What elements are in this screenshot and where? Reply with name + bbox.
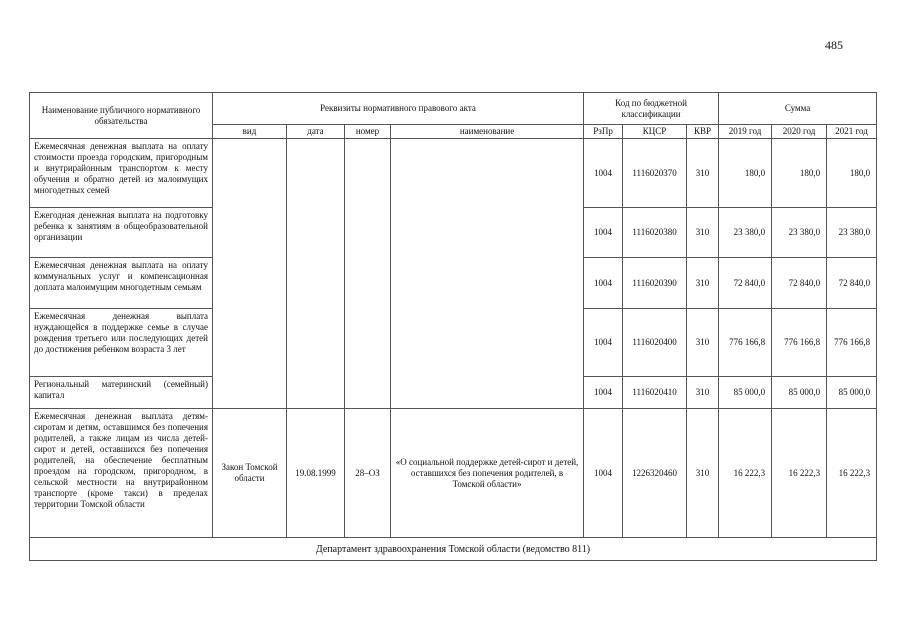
kvr-cell: 310 xyxy=(687,258,719,309)
header-act-number: номер xyxy=(345,125,391,139)
header-act: Реквизиты нормативного правового акта xyxy=(213,93,584,125)
act-number-cell: 28–ОЗ xyxy=(345,409,391,538)
header-name: Наименование публичного нормативного обязательства xyxy=(30,93,213,139)
sum-2020-cell: 72 840,0 xyxy=(772,258,827,309)
sum-2019-cell: 180,0 xyxy=(719,139,772,208)
sum-2020-cell: 23 380,0 xyxy=(772,208,827,258)
table-row xyxy=(30,409,877,538)
header-2020: 2020 год xyxy=(772,125,827,139)
section-title: Департамент здравоохранения Томской области (ведомство 811) xyxy=(30,538,877,561)
sum-2021-cell: 85 000,0 xyxy=(827,377,877,409)
header-kcsr: КЦСР xyxy=(623,125,687,139)
header-act-title: наименование xyxy=(391,125,584,139)
header-act-date: дата xyxy=(287,125,345,139)
act-vid-cell: Закон Томской области xyxy=(213,409,287,538)
kvr-cell: 310 xyxy=(687,139,719,208)
page-number: 485 xyxy=(825,38,843,52)
header-2019: 2019 год xyxy=(719,125,772,139)
act-date-cell: 19.08.1999 xyxy=(287,409,345,538)
kcsr-cell: 1116020400 xyxy=(623,309,687,377)
kvr-cell: 310 xyxy=(687,409,719,538)
section-header-row xyxy=(30,538,877,561)
sum-2019-cell: 776 166,8 xyxy=(719,309,772,377)
act-number-cell xyxy=(345,139,391,409)
kcsr-cell: 1116020370 xyxy=(623,139,687,208)
obligation-name: Ежемесячная денежная выплата нуждающейся в поддержке семье в случае рождения третьего или последующих детей до достижения ребенком возраста 3 лет xyxy=(30,309,213,377)
act-title-cell: «О социальной поддержке детей-сирот и детей, оставшихся без попечения родителей, в Томской области» xyxy=(391,409,584,538)
act-date-cell xyxy=(287,139,345,409)
obligation-name: Ежемесячная денежная выплата на оплату коммунальных услуг и компенсационная доплата малоимущим многодетным семьям xyxy=(30,258,213,309)
act-vid-cell xyxy=(213,139,287,409)
kcsr-cell: 1116020380 xyxy=(623,208,687,258)
sum-2020-cell: 776 166,8 xyxy=(772,309,827,377)
sum-2019-cell: 72 840,0 xyxy=(719,258,772,309)
header-kvr: КВР xyxy=(687,125,719,139)
sum-2020-cell: 16 222,3 xyxy=(772,409,827,538)
header-sum: Сумма xyxy=(719,93,877,125)
sum-2021-cell: 23 380,0 xyxy=(827,208,877,258)
sum-2019-cell: 16 222,3 xyxy=(719,409,772,538)
header-2021: 2021 год xyxy=(827,125,877,139)
sum-2020-cell: 180,0 xyxy=(772,139,827,208)
sum-2021-cell: 72 840,0 xyxy=(827,258,877,309)
kvr-cell: 310 xyxy=(687,309,719,377)
sum-2021-cell: 776 166,8 xyxy=(827,309,877,377)
rzpr-cell: 1004 xyxy=(584,139,623,208)
obligation-name: Ежегодная денежная выплата на подготовку ребенка к занятиям в общеобразовательной организации xyxy=(30,208,213,258)
act-title-cell xyxy=(391,139,584,409)
rzpr-cell: 1004 xyxy=(584,258,623,309)
kvr-cell: 310 xyxy=(687,208,719,258)
sum-2019-cell: 23 380,0 xyxy=(719,208,772,258)
kcsr-cell: 1116020390 xyxy=(623,258,687,309)
rzpr-cell: 1004 xyxy=(584,208,623,258)
kcsr-cell: 1116020410 xyxy=(623,377,687,409)
budget-table xyxy=(29,92,877,561)
header-code: Код по бюджетной классификации xyxy=(584,93,719,125)
obligation-name: Региональный материнский (семейный) капитал xyxy=(30,377,213,409)
kvr-cell: 310 xyxy=(687,377,719,409)
sum-2020-cell: 85 000,0 xyxy=(772,377,827,409)
sum-2021-cell: 180,0 xyxy=(827,139,877,208)
rzpr-cell: 1004 xyxy=(584,377,623,409)
sum-2019-cell: 85 000,0 xyxy=(719,377,772,409)
table-row xyxy=(30,139,877,208)
obligation-name: Ежемесячная денежная выплата детям-сиротам и детям, оставшимся без попечения родителей, а также лицам из числа детей-сирот и детей, оставшихся без попечения родителей, на обеспечение бесплатным проездом на городском, пригородном, в сельской местности на внутрирайонном транспорте (кроме такси) в пределах территории Томской области xyxy=(30,409,213,538)
obligation-name: Ежемесячная денежная выплата на оплату стоимости проезда городским, пригородным и внутрирайонным транспортом к месту обучения и обратно детей из малоимущих многодетных семей xyxy=(30,139,213,208)
kcsr-cell: 1226320460 xyxy=(623,409,687,538)
rzpr-cell: 1004 xyxy=(584,409,623,538)
sum-2021-cell: 16 222,3 xyxy=(827,409,877,538)
rzpr-cell: 1004 xyxy=(584,309,623,377)
header-rzpr: РзПр xyxy=(584,125,623,139)
header-act-vid: вид xyxy=(213,125,287,139)
